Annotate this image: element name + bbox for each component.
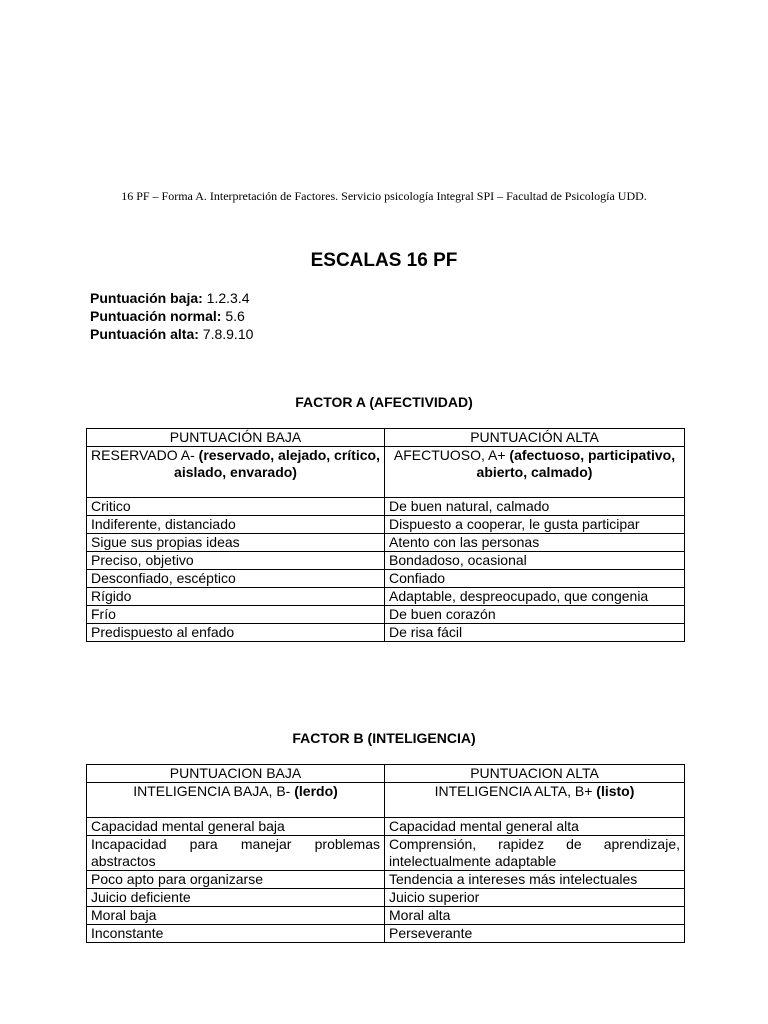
score-low-label: Puntuación baja: <box>90 290 203 306</box>
low-trait-name: INTELIGENCIA BAJA, B- <box>133 783 295 799</box>
table-row <box>87 836 685 871</box>
score-legend <box>90 289 253 343</box>
low-cell: Predispuesto al enfado <box>87 624 385 642</box>
table-row <box>87 871 685 889</box>
table-header-row <box>87 765 685 783</box>
high-cell: Moral alta <box>385 907 685 925</box>
high-trait-adjectives: (listo) <box>596 783 635 799</box>
high-cell: Juicio superior <box>385 889 685 907</box>
low-cell: Desconfiado, escéptico <box>87 570 385 588</box>
factor-b-title: FACTOR B (INTELIGENCIA) <box>292 730 476 746</box>
high-trait-description <box>385 783 685 818</box>
low-cell: Preciso, objetivo <box>87 552 385 570</box>
low-cell: Indiferente, distanciado <box>87 516 385 534</box>
high-cell: Perseverante <box>385 925 685 943</box>
table-header-row <box>87 429 685 447</box>
table-row <box>87 925 685 943</box>
high-trait-name: INTELIGENCIA ALTA, B+ <box>434 783 597 799</box>
table-row <box>87 588 685 606</box>
low-cell: Frío <box>87 606 385 624</box>
table-row <box>87 907 685 925</box>
high-cell: Tendencia a intereses más intelectuales <box>385 871 685 889</box>
high-trait-name: AFECTUOSO, A+ <box>393 447 510 463</box>
high-cell: Bondadoso, ocasional <box>385 552 685 570</box>
score-low <box>90 289 253 307</box>
low-score-header: PUNTUACION BAJA <box>87 765 385 783</box>
high-cell: Confiado <box>385 570 685 588</box>
high-cell: Atento con las personas <box>385 534 685 552</box>
score-low-value: 1.2.3.4 <box>202 290 250 306</box>
low-cell: Incapacidad para manejar problemas abstractos <box>87 836 385 871</box>
table-row <box>87 606 685 624</box>
low-cell: Sigue sus propias ideas <box>87 534 385 552</box>
factor-a-table <box>86 428 685 642</box>
low-score-header: PUNTUACIÓN BAJA <box>87 429 385 447</box>
table-row <box>87 624 685 642</box>
low-trait-name: RESERVADO A- <box>91 447 199 463</box>
low-cell: Capacidad mental general baja <box>87 818 385 836</box>
score-high <box>90 325 253 343</box>
high-cell: Comprensión, rapidez de aprendizaje, intelectualmente adaptable <box>385 836 685 871</box>
high-score-header: PUNTUACIÓN ALTA <box>385 429 685 447</box>
table-subheader-row <box>87 783 685 818</box>
low-cell: Critico <box>87 498 385 516</box>
high-cell: De risa fácil <box>385 624 685 642</box>
table-row <box>87 570 685 588</box>
table-row <box>87 516 685 534</box>
low-cell: Moral baja <box>87 907 385 925</box>
high-trait-adjectives: (afectuoso, participativo, abierto, calmado) <box>476 447 676 480</box>
high-cell: De buen natural, calmado <box>385 498 685 516</box>
score-high-value: 7.8.9.10 <box>198 326 254 342</box>
low-trait-description <box>87 783 385 818</box>
page-title: ESCALAS 16 PF <box>310 250 458 271</box>
low-trait-adjectives: (reservado, alejado, crítico, aislado, envarado) <box>174 447 380 480</box>
low-cell: Juicio deficiente <box>87 889 385 907</box>
low-trait-description <box>87 447 385 498</box>
high-cell: Adaptable, despreocupado, que congenia <box>385 588 685 606</box>
table-row <box>87 818 685 836</box>
high-cell: Dispuesto a cooperar, le gusta participar <box>385 516 685 534</box>
document-header: 16 PF – Forma A. Interpretación de Factores. Servicio psicología Integral SPI – Facultad de Psicología UDD. <box>121 189 647 203</box>
score-normal-label: Puntuación normal: <box>90 308 222 324</box>
score-normal <box>90 307 253 325</box>
factor-b-table <box>86 764 685 943</box>
table-row <box>87 498 685 516</box>
score-high-label: Puntuación alta: <box>90 326 199 342</box>
score-normal-value: 5.6 <box>221 308 245 324</box>
high-trait-description <box>385 447 685 498</box>
table-row <box>87 534 685 552</box>
high-cell: De buen corazón <box>385 606 685 624</box>
table-row <box>87 889 685 907</box>
table-subheader-row <box>87 447 685 498</box>
low-trait-adjectives: (lerdo) <box>294 783 338 799</box>
high-score-header: PUNTUACION ALTA <box>385 765 685 783</box>
high-cell: Capacidad mental general alta <box>385 818 685 836</box>
low-cell: Inconstante <box>87 925 385 943</box>
low-cell: Poco apto para organizarse <box>87 871 385 889</box>
low-cell: Rígido <box>87 588 385 606</box>
table-row <box>87 552 685 570</box>
factor-a-title: FACTOR A (AFECTIVIDAD) <box>295 394 473 410</box>
